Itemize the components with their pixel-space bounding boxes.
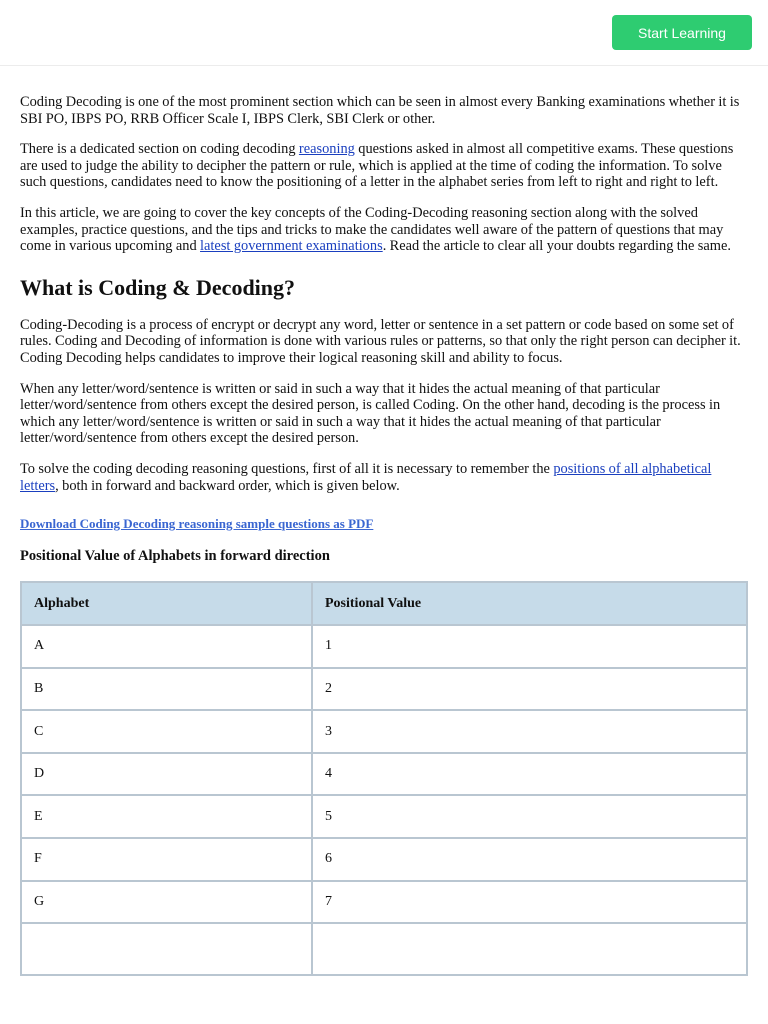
position-cell: 5 (312, 795, 747, 838)
alphabet-cell: F (21, 838, 312, 881)
position-cell-empty (312, 923, 747, 975)
government-exams-link[interactable]: latest government examinations (200, 238, 383, 255)
intro-p3-text-start: In this article, we are going to cover the key concepts of the Coding-Decoding reasoning section along with the solved examples, practice questions, and the tips and tricks to make the candidates well aware of the pattern of questions that may come in various upcoming and (20, 204, 724, 255)
table-title: Positional Value of Alphabets in forward direction (20, 548, 330, 565)
intro-p2-text-end: questions asked in almost all competitive exams. These questions are used to judge the ability to decipher the pattern or rule, which is applied at the time of coding the information. To solve such questions, candidates need to know the positioning of a letter in the alphabet series from left to right and right to left. (20, 141, 734, 191)
position-cell: 4 (312, 753, 747, 796)
section-paragraph-2: When any letter/word/sentence is written or said in such a way that it hides the actual meaning of that particular letter/word/sentence from others except the desired person, is called Coding. On the other hand, decoding is the process in which any letter/word/sentence is written or said in such a way that it hides the actual meaning of that particular letter/word/sentence from others except the desired person. (20, 380, 721, 447)
table-row (21, 668, 747, 711)
position-cell: 2 (312, 668, 747, 711)
intro-paragraph-2 (20, 141, 748, 191)
table-row (21, 710, 747, 753)
alphabet-cell: A (21, 625, 312, 668)
download-pdf-link[interactable]: Download Coding Decoding reasoning sample questions as PDF (20, 516, 374, 532)
intro-paragraph-3 (20, 205, 748, 255)
table-row (21, 795, 747, 838)
section-paragraph-1: Coding-Decoding is a process of encrypt or decrypt any word, letter or sentence in a set pattern or code based on some set of rules. Coding and Decoding of information is done with various rules or patterns, so that only the right person can decipher it. Coding Decoding helps candidates to improve their logical reasoning skill and ability to focus. (20, 316, 741, 366)
alphabet-cell: E (21, 795, 312, 838)
table-row-partial (21, 923, 747, 975)
alphabet-cell-empty (21, 923, 312, 975)
alphabet-position-table (20, 581, 748, 976)
table-header-row (21, 582, 747, 625)
column-header-positional-value: Positional Value (312, 582, 747, 625)
intro-paragraph-1: Coding Decoding is one of the most prominent section which can be seen in almost every Banking examinations whether it is SBI PO, IBPS PO, RRB Officer Scale I, IBPS Clerk, SBI Clerk or other. (20, 94, 740, 127)
section-p3-text-start: To solve the coding decoding reasoning questions, first of all it is necessary to remember the (20, 460, 554, 477)
section-p3-text-end: , both in forward and backward order, which is given below. (55, 477, 400, 494)
section-paragraph-3 (20, 461, 748, 494)
alphabet-cell: D (21, 753, 312, 796)
alphabet-cell: B (21, 668, 312, 711)
column-header-alphabet: Alphabet (21, 582, 312, 625)
table-row (21, 838, 747, 881)
section-heading: What is Coding & Decoding? (20, 274, 296, 300)
article-content (0, 66, 768, 976)
intro-p3-text-end: . Read the article to clear all your doubts regarding the same. (382, 238, 731, 255)
alphabet-positions-link[interactable]: positions of all alphabetical letters (20, 460, 712, 494)
reasoning-link[interactable]: reasoning (298, 141, 355, 158)
table-row (21, 753, 747, 796)
alphabet-cell: C (21, 710, 312, 753)
intro-p2-text-start: There is a dedicated section on coding decoding (20, 141, 299, 158)
position-cell: 3 (312, 710, 747, 753)
alphabet-cell: G (21, 881, 312, 924)
position-cell: 7 (312, 881, 747, 924)
position-cell: 1 (312, 625, 747, 668)
top-bar (0, 0, 768, 66)
position-cell: 6 (312, 838, 747, 881)
table-row (21, 625, 747, 668)
start-learning-button[interactable]: Start Learning (612, 15, 752, 50)
table-row (21, 881, 747, 924)
